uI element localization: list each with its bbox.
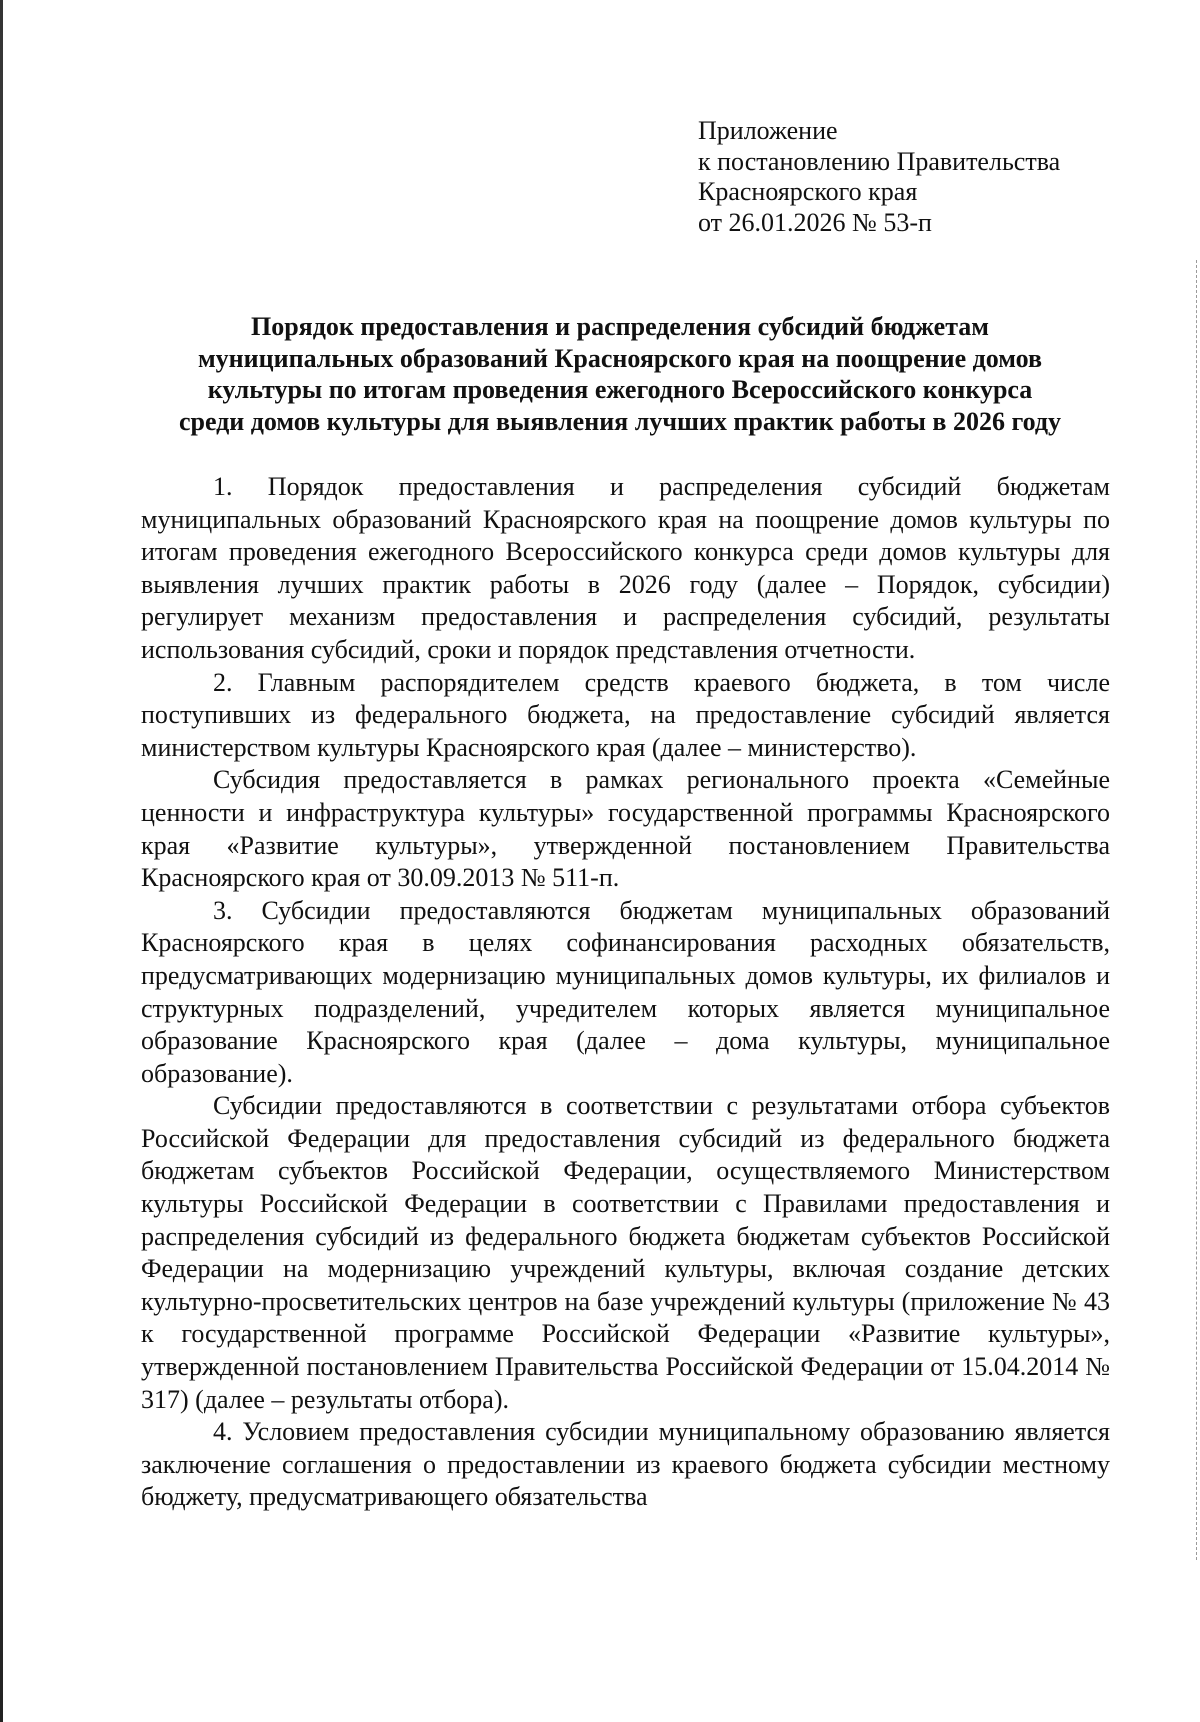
appendix-line-3: Красноярского края bbox=[698, 177, 918, 206]
paragraph-6: 4. Условием предоставления субсидии муниципальному образованию является заключение соглашения о предоставлении из краевого бюджета субсидии местному бюджету, предусматривающего обязательства bbox=[141, 1417, 1110, 1512]
scan-edge-right bbox=[1196, 260, 1198, 1560]
paragraph-3: Субсидия предоставляется в рамках регионального проекта «Семейные ценности и инфраструктура культуры» государственной программы Красноярского края «Развитие культуры», утвержденной постановлением Правительства Красноярского края от 30.09.2013 № 511-п. bbox=[141, 765, 1110, 893]
title-line-1: Порядок предоставления и распределения субсидий бюджетам bbox=[251, 312, 989, 341]
document-body bbox=[141, 471, 1110, 1514]
appendix-block bbox=[698, 116, 1060, 238]
appendix-line-4: от 26.01.2026 № 53-п bbox=[698, 207, 932, 237]
scan-edge-left bbox=[0, 0, 3, 1722]
paragraph-2: 2. Главным распорядителем средств краевого бюджета, в том числе поступивших из федерального бюджета, на предоставление субсидий является министерством культуры Красноярского края (далее – министерство). bbox=[141, 667, 1110, 762]
appendix-line-2: к постановлению Правительства bbox=[698, 146, 1061, 176]
title-line-2: муниципальных образований Красноярского края на поощрение домов bbox=[197, 343, 1043, 373]
appendix-line-1: Приложение bbox=[698, 116, 838, 145]
title-line-4: среди домов культуры для выявления лучших практик работы в 2026 году bbox=[178, 406, 1062, 436]
paragraph-4: 3. Субсидии предоставляются бюджетам муниципальных образований Красноярского края в целях софинансирования расходных обязательств, предусматривающих модернизацию муниципальных домов культуры, их филиалов и структурных подразделений, учредителем которых является муниципальное образование Красноярского края (далее – дома культуры, муниципальное образование). bbox=[141, 895, 1110, 1088]
document-title bbox=[130, 311, 1110, 437]
paragraph-1: 1. Порядок предоставления и распределения субсидий бюджетам муниципальных образований Красноярского края на поощрение домов культуры по итогам проведения ежегодного Всероссийского конкурса среди домов культуры для выявления лучших практик работы в 2026 году (далее – Порядок, субсидии) регулирует механизм предоставления и распределения субсидий, результаты использования субсидий, сроки и порядок представления отчетности. bbox=[141, 472, 1110, 664]
paragraph-5: Субсидии предоставляются в соответствии с результатами отбора субъектов Российской Федерации для предоставления субсидий из федерального бюджета бюджетам субъектов Российской Федерации, осуществляемого Министерством культуры Российской Федерации в соответствии с Правилами предоставления и распределения субсидий из федерального бюджета бюджетам субъектов Российской Федерации на модернизацию учреждений культуры, включая создание детских культурно-просветительских центров на базе учреждений культуры (приложение № 43 к государственной программе Российской Федерации «Развитие культуры», утвержденной постановлением Правительства Российской Федерации от 15.04.2014 № 317) (далее – результаты отбора). bbox=[141, 1091, 1110, 1414]
title-line-3: культуры по итогам проведения ежегодного Всероссийского конкурса bbox=[207, 375, 1033, 404]
